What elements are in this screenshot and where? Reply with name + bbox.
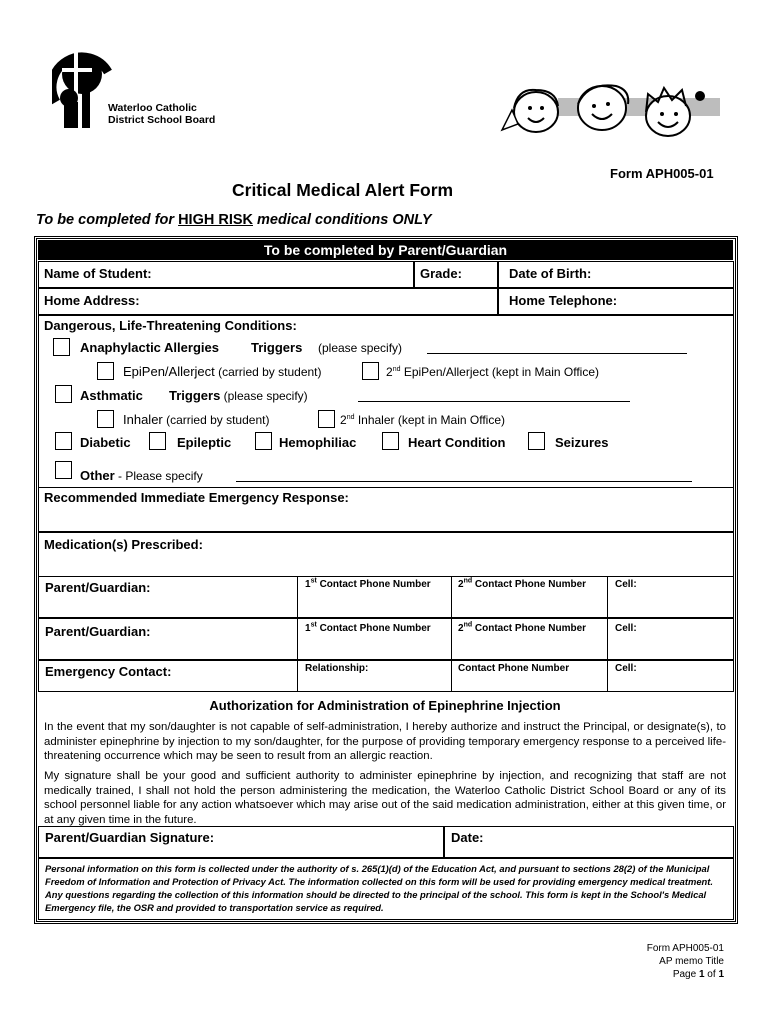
parent-2-second-phone-label: Contact Phone Number (472, 623, 587, 634)
anaphylactic-triggers-line[interactable] (427, 353, 687, 354)
divider (297, 660, 298, 692)
divider (451, 660, 452, 692)
kids-illustration (498, 82, 720, 138)
epileptic-checkbox[interactable] (149, 432, 166, 450)
conditions-label: Dangerous, Life-Threatening Conditions: (44, 318, 297, 333)
signature-label: Parent/Guardian Signature: (45, 830, 215, 845)
divider (607, 618, 608, 660)
heart-condition-checkbox[interactable] (382, 432, 399, 450)
subtitle-suffix: medical conditions ONLY (252, 212, 432, 228)
parent-1-first-ordinal-sup: st (310, 577, 317, 585)
footer-page-total: 1 (718, 969, 724, 980)
footer-form-id: Form APH005-01 (646, 943, 724, 954)
footer-page-number (560, 968, 724, 981)
date-of-birth-field[interactable] (498, 261, 734, 288)
hemophiliac-label: Hemophiliac (279, 435, 357, 450)
seizures-checkbox[interactable] (528, 432, 545, 450)
emergency-response-field[interactable] (38, 487, 734, 532)
epipen2-ordinal-sup: nd (392, 366, 401, 373)
home-telephone-field[interactable] (498, 288, 734, 315)
parent-2-first-ordinal-sup: st (310, 621, 317, 629)
diabetic-checkbox[interactable] (55, 432, 72, 450)
emergency-cell[interactable]: Cell: (615, 663, 637, 674)
grade-field[interactable] (414, 261, 498, 288)
other-text (80, 468, 203, 483)
authorization-paragraph-2: My signature shall be your good and sufficient authority to administer epinephrine by injection, and recognizing that staff are not medically trained, I shall not hold the person administering the medication, the Waterloo Catholic District School Board or any of its school personnel liable for any action whatsoever which may arise out of the said medication administration, either at this given time, or at any given time in the future. (44, 770, 726, 826)
page-title: Critical Medical Alert Form (232, 180, 454, 200)
inhaler2-checkbox[interactable] (318, 410, 335, 428)
epipen2-checkbox[interactable] (362, 362, 379, 380)
footer-page-of: of (704, 969, 719, 980)
parent-2-cell[interactable]: Cell: (615, 623, 637, 634)
privacy-notice-text: Personal information on this form is collected under the authority of s. 265(1)(d) of the Education Act, and pursuant to sections 28(2) of the Municipal Freedom of Information and Protection of Privacy Act. The information collected on this form will be used for providing emergency medical treatment. Any questions regarding the collection of this information should be directed to the principal of the school. This form is kept in the School's Medical Emergency file, the OSR and provided to transportation service as required. (45, 863, 713, 913)
parent-1-cell[interactable]: Cell: (615, 579, 637, 590)
anaphylactic-triggers-label: Triggers (251, 340, 303, 355)
asthma-triggers-line[interactable] (358, 401, 630, 402)
divider (607, 576, 608, 618)
parent-section-title: To be completed by Parent/Guardian (263, 242, 508, 258)
board-emblem-icon (52, 42, 112, 132)
epipen2-label: EpiPen/Allerject (kept in Main Office) (400, 365, 600, 379)
subtitle-emphasis: HIGH RISK (178, 212, 253, 228)
emergency-contact-label: Emergency Contact: (45, 664, 172, 679)
parent-2-first-ordinal: 1 (305, 623, 311, 634)
inhaler-checkbox[interactable] (97, 410, 114, 428)
student-name-label: Name of Student: (44, 266, 152, 281)
parent-2-second-ordinal: 2 (458, 623, 464, 634)
inhaler-text (123, 412, 269, 427)
parent-section-header (38, 240, 733, 260)
grade-label: Grade: (420, 266, 462, 281)
divider (451, 576, 452, 618)
emergency-contact-phone[interactable]: Contact Phone Number (458, 663, 570, 674)
epipen2-ordinal: 2 (386, 365, 393, 379)
asthmatic-checkbox[interactable] (55, 385, 72, 403)
epipen-checkbox[interactable] (97, 362, 114, 380)
parent-1-second-phone[interactable] (458, 579, 586, 590)
parent-1-first-ordinal: 1 (305, 579, 311, 590)
divider (297, 576, 298, 618)
board-name-line1: Waterloo Catholic (108, 102, 197, 114)
parent-2-first-phone-label: Contact Phone Number (316, 623, 431, 634)
board-name-line2: District School Board (108, 114, 216, 126)
parent-2-second-ordinal-sup: nd (463, 621, 473, 629)
divider (607, 660, 608, 692)
emergency-relationship[interactable]: Relationship: (305, 663, 369, 674)
date-label: Date: (451, 830, 484, 845)
form-subtitle (36, 212, 432, 228)
authorization-heading: Authorization for Administration of Epinephrine Injection (209, 698, 561, 713)
parent-2-label: Parent/Guardian: (45, 624, 151, 639)
footer-page-prefix: Page (672, 969, 699, 980)
parent-1-label: Parent/Guardian: (45, 580, 151, 595)
student-name-field[interactable] (38, 261, 414, 288)
asthma-triggers-text (169, 388, 308, 403)
anaphylactic-specify-label: (please specify) (318, 341, 403, 355)
parent-1-second-ordinal: 2 (458, 579, 464, 590)
parent-2-second-phone[interactable] (458, 623, 586, 634)
home-telephone-label: Home Telephone: (509, 293, 618, 308)
parent-2-first-phone[interactable] (305, 623, 431, 634)
signature-field[interactable] (38, 826, 444, 858)
inhaler2-ordinal-sup: nd (346, 414, 355, 421)
emergency-response-label: Recommended Immediate Emergency Response: (44, 490, 349, 505)
date-field[interactable] (444, 826, 734, 858)
heart-condition-label: Heart Condition (408, 435, 506, 450)
other-specify-label: - Please specify (114, 469, 203, 483)
inhaler2-text (340, 413, 505, 427)
page-footer (560, 942, 724, 981)
form-id: Form APH005-01 (610, 166, 714, 181)
epipen-note: (carried by student) (214, 365, 322, 379)
epipen2-text (386, 365, 599, 379)
medication-field[interactable] (38, 532, 734, 577)
divider (297, 618, 298, 660)
parent-1-second-ordinal-sup: nd (463, 577, 473, 585)
asthma-triggers-label: Triggers (169, 388, 221, 403)
subtitle-prefix: To be completed for (36, 212, 179, 228)
home-address-field[interactable] (38, 288, 498, 315)
anaphylactic-label: Anaphylactic Allergies (80, 340, 219, 355)
epipen-label: EpiPen/Allerject (123, 364, 215, 379)
home-address-label: Home Address: (44, 293, 140, 308)
diabetic-label: Diabetic (80, 435, 131, 450)
authorization-paragraph-1: In the event that my son/daughter is not capable of self-administration, I hereby authorize and instruct the Principal, or designate(s), to administer epinephrine by injection to my son/daughter, for the purpose of providing temporary emergency response to a perceived life-threatening occurrence which may be seen to result from an allergic reaction. (44, 721, 726, 763)
anaphylactic-checkbox[interactable] (53, 338, 70, 356)
epipen-text (123, 364, 322, 379)
other-label: Other (80, 468, 115, 483)
date-of-birth-label: Date of Birth: (509, 266, 592, 281)
medication-label: Medication(s) Prescribed: (44, 537, 203, 552)
inhaler2-ordinal: 2 (340, 413, 347, 427)
epileptic-label: Epileptic (177, 435, 232, 450)
parent-1-second-phone-label: Contact Phone Number (472, 579, 587, 590)
privacy-notice (38, 858, 734, 920)
other-specify-line[interactable] (236, 481, 692, 482)
footer-memo: AP memo Title (659, 956, 724, 967)
parent-1-first-phone-label: Contact Phone Number (316, 579, 431, 590)
footer-page-current: 1 (698, 969, 705, 980)
inhaler-note: (carried by student) (162, 413, 270, 427)
divider (451, 618, 452, 660)
other-checkbox[interactable] (55, 461, 72, 479)
asthmatic-label: Asthmatic (80, 388, 143, 403)
asthma-specify-label: (please specify) (220, 389, 308, 403)
board-logo (52, 42, 222, 132)
inhaler-label: Inhaler (123, 412, 163, 427)
inhaler2-label: Inhaler (kept in Main Office) (354, 413, 505, 427)
seizures-label: Seizures (555, 435, 609, 450)
hemophiliac-checkbox[interactable] (255, 432, 272, 450)
parent-1-first-phone[interactable] (305, 579, 431, 590)
